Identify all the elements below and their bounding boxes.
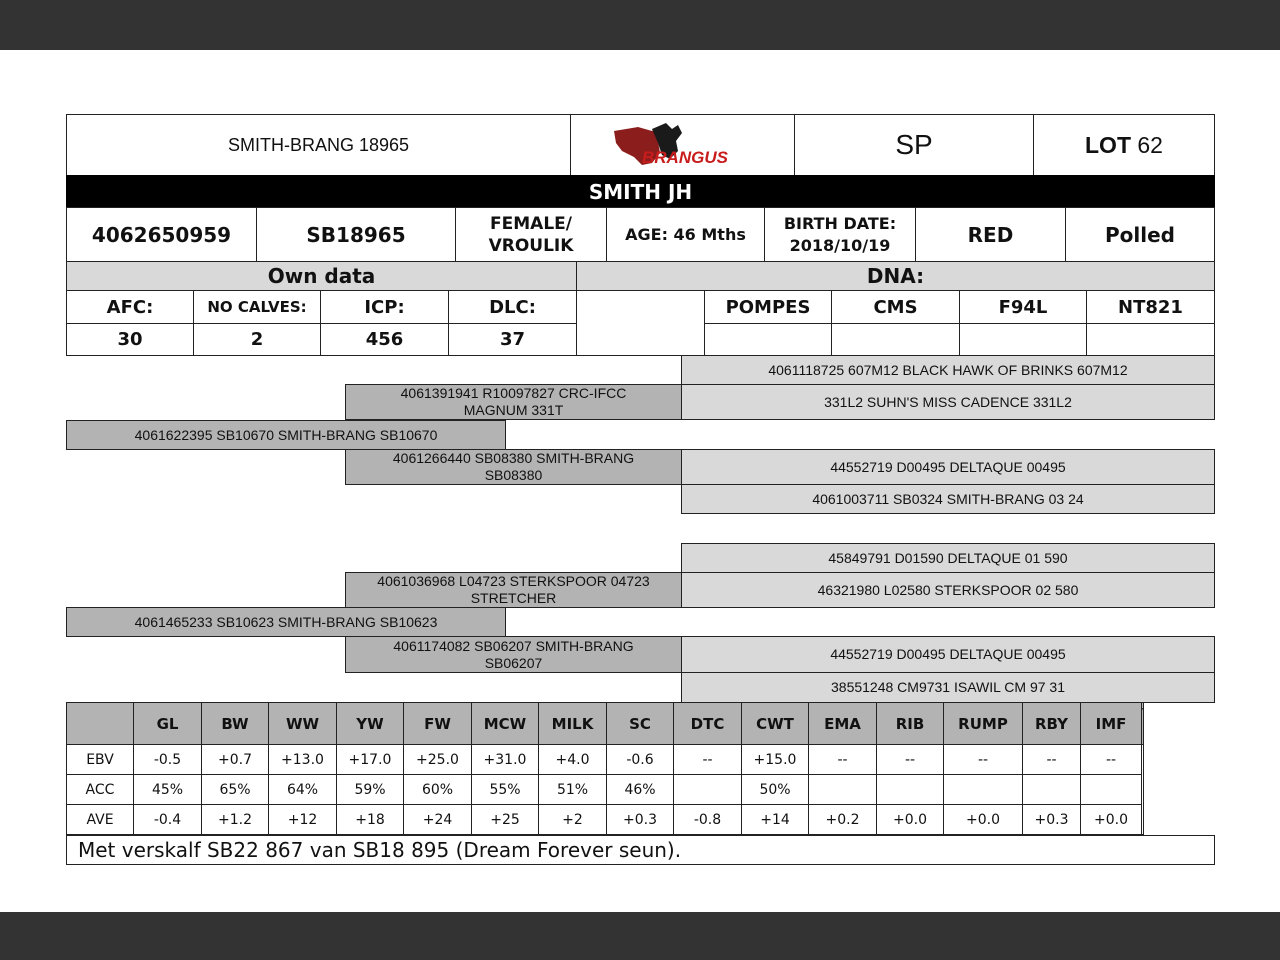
dna-value (959, 323, 1087, 356)
ebv-value: +0.0 (944, 805, 1023, 835)
ebv-value: +25 (472, 805, 539, 835)
ebv-column-header: YW (337, 703, 404, 745)
ebv-value: -0.4 (134, 805, 202, 835)
ebv-value: -- (877, 745, 944, 775)
pedigree-dam-sire: 4061036968 L04723 STERKSPOOR 04723 STRETCHER (345, 572, 682, 608)
own-data-value: 37 (448, 323, 577, 356)
ebv-value: -- (1023, 745, 1081, 775)
ebv-row-label: ACC (67, 775, 134, 805)
ebv-value: 55% (472, 775, 539, 805)
dna-header: POMPES (704, 290, 832, 324)
ebv-value: +0.0 (1081, 805, 1142, 835)
ebv-row-label: EBV (67, 745, 134, 775)
ebv-value: +0.7 (202, 745, 269, 775)
top-letterbox-bar (0, 0, 1280, 50)
ebv-value: +31.0 (472, 745, 539, 775)
svg-text:BRANGUS: BRANGUS (641, 148, 728, 167)
animal-name: SMITH-BRANG 18965 (66, 114, 571, 176)
ebv-column-header: GL (134, 703, 202, 745)
pedigree-sire-sire-sire: 4061118725 607M12 BLACK HAWK OF BRINKS 607M12 (681, 355, 1215, 385)
ebv-value: -- (944, 745, 1023, 775)
grade-badge: SP (794, 114, 1034, 176)
ebv-column-header: IMF (1081, 703, 1142, 745)
pedigree-sire-dam-sire: 44552719 D00495 DELTAQUE 00495 (681, 449, 1215, 485)
registration-number: 4062650959 (66, 207, 257, 262)
pedigree-sire-sire-dam: 331L2 SUHN'S MISS CADENCE 331L2 (681, 384, 1215, 420)
ebv-column-header: BW (202, 703, 269, 745)
remark: Met verskalf SB22 867 van SB18 895 (Dream Forever seun). (66, 835, 1215, 865)
ebv-value (809, 775, 877, 805)
ebv-column-header: RBY (1023, 703, 1081, 745)
ebv-column-header: CWT (742, 703, 809, 745)
dna-header: NT821 (1086, 290, 1215, 324)
ebv-column-header: MILK (539, 703, 607, 745)
ebv-row (67, 805, 1144, 835)
ebv-value: -0.8 (674, 805, 742, 835)
bull-head-icon (608, 121, 758, 169)
ebv-row (67, 775, 1144, 805)
colour: RED (915, 207, 1066, 262)
pedigree-sire-dam-dam: 4061003711 SB0324 SMITH-BRANG 03 24 (681, 484, 1215, 514)
vb-index-line-1 (1142, 705, 1144, 723)
pedigree-dam-sire-sire: 45849791 D01590 DELTAQUE 01 590 (681, 543, 1215, 573)
dna-spacer (576, 290, 705, 356)
sex (455, 207, 607, 262)
ebv-value: +12 (269, 805, 337, 835)
ebv-value: +18 (337, 805, 404, 835)
dna-title: DNA: (576, 261, 1215, 291)
ebv-row-label: AVE (67, 805, 134, 835)
breeder-banner: SMITH JH (66, 175, 1215, 208)
ebv-value (1023, 775, 1081, 805)
herd-id: SB18965 (256, 207, 456, 262)
ebv-value: +2 (539, 805, 607, 835)
ebv-column-header: FW (404, 703, 472, 745)
own-data-value: 2 (193, 323, 321, 356)
horn-status: Polled (1065, 207, 1215, 262)
pedigree-dam-dam: 4061174082 SB06207 SMITH-BRANG SB06207 (345, 636, 682, 673)
own-data-value: 456 (320, 323, 449, 356)
ebv-value: 51% (539, 775, 607, 805)
ebv-value (1081, 775, 1142, 805)
vb-index-value (1142, 745, 1144, 835)
pedigree-dam-dam-sire: 44552719 D00495 DELTAQUE 00495 (681, 636, 1215, 673)
ebv-column-header: DTC (674, 703, 742, 745)
ebv-value: 50% (742, 775, 809, 805)
birth-date-value: 2018/10/19 (789, 235, 891, 255)
sex-line-2: VROULIK (488, 235, 574, 256)
vb-index-header (1142, 703, 1144, 745)
pedigree-dam-dam-dam: 38551248 CM9731 ISAWIL CM 97 31 (681, 672, 1215, 703)
ebv-value: 46% (607, 775, 674, 805)
birth-date-label: BIRTH DATE: (783, 213, 897, 233)
ebv-value: 64% (269, 775, 337, 805)
lot-box (1033, 114, 1215, 176)
pedigree-dam-sire-dam: 46321980 L02580 STERKSPOOR 02 580 (681, 572, 1215, 608)
own-data-value: 30 (66, 323, 194, 356)
ebv-value: +17.0 (337, 745, 404, 775)
ebv-value: -- (674, 745, 742, 775)
ebv-value: +25.0 (404, 745, 472, 775)
vb-index-line-2 (1142, 724, 1144, 742)
own-data-header: ICP: (320, 290, 449, 324)
dna-value (1086, 323, 1215, 356)
pedigree-sire-sire: 4061391941 R10097827 CRC-IFCC MAGNUM 331T (345, 384, 682, 420)
ebv-column-header: RIB (877, 703, 944, 745)
pedigree-sire-dam: 4061266440 SB08380 SMITH-BRANG SB08380 (345, 449, 682, 485)
dna-value (704, 323, 832, 356)
ebv-corner-cell (67, 703, 134, 745)
age: AGE: 46 Mths (606, 207, 765, 262)
ebv-value: 65% (202, 775, 269, 805)
ebv-column-header: WW (269, 703, 337, 745)
ebv-value: 60% (404, 775, 472, 805)
ebv-table (66, 702, 1144, 835)
dna-header: F94L (959, 290, 1087, 324)
lot-number: 62 (1137, 131, 1163, 158)
pedigree-sire: 4061622395 SB10670 SMITH-BRANG SB10670 (66, 420, 506, 450)
own-data-header: AFC: (66, 290, 194, 324)
ebv-value: +0.3 (1023, 805, 1081, 835)
ebv-value: +0.3 (607, 805, 674, 835)
dna-value (831, 323, 960, 356)
bottom-letterbox-bar (0, 912, 1280, 960)
own-data-title: Own data (66, 261, 577, 291)
ebv-value: -- (1081, 745, 1142, 775)
sex-line-1: FEMALE/ (490, 213, 572, 234)
ebv-column-header: RUMP (944, 703, 1023, 745)
dna-header: CMS (831, 290, 960, 324)
birth-date (764, 207, 916, 262)
ebv-value: +4.0 (539, 745, 607, 775)
ebv-value: +14 (742, 805, 809, 835)
ebv-value: -0.6 (607, 745, 674, 775)
pedigree-dam: 4061465233 SB10623 SMITH-BRANG SB10623 (66, 607, 506, 637)
ebv-value: +0.2 (809, 805, 877, 835)
ebv-value: +15.0 (742, 745, 809, 775)
ebv-column-header: MCW (472, 703, 539, 745)
own-data-header: NO CALVES: (193, 290, 321, 324)
ebv-row (67, 745, 1144, 775)
ebv-value: +1.2 (202, 805, 269, 835)
ebv-value: 45% (134, 775, 202, 805)
ebv-value: -- (809, 745, 877, 775)
ebv-header-row (67, 703, 1144, 745)
ebv-value: -0.5 (134, 745, 202, 775)
ebv-value (877, 775, 944, 805)
own-data-header: DLC: (448, 290, 577, 324)
ebv-column-header: SC (607, 703, 674, 745)
ebv-value: +13.0 (269, 745, 337, 775)
ebv-value: +24 (404, 805, 472, 835)
lot-label: LOT (1085, 131, 1131, 158)
ebv-value: 59% (337, 775, 404, 805)
ebv-value (674, 775, 742, 805)
ebv-value (944, 775, 1023, 805)
brangus-logo (570, 114, 795, 176)
ebv-column-header: EMA (809, 703, 877, 745)
ebv-value: +0.0 (877, 805, 944, 835)
